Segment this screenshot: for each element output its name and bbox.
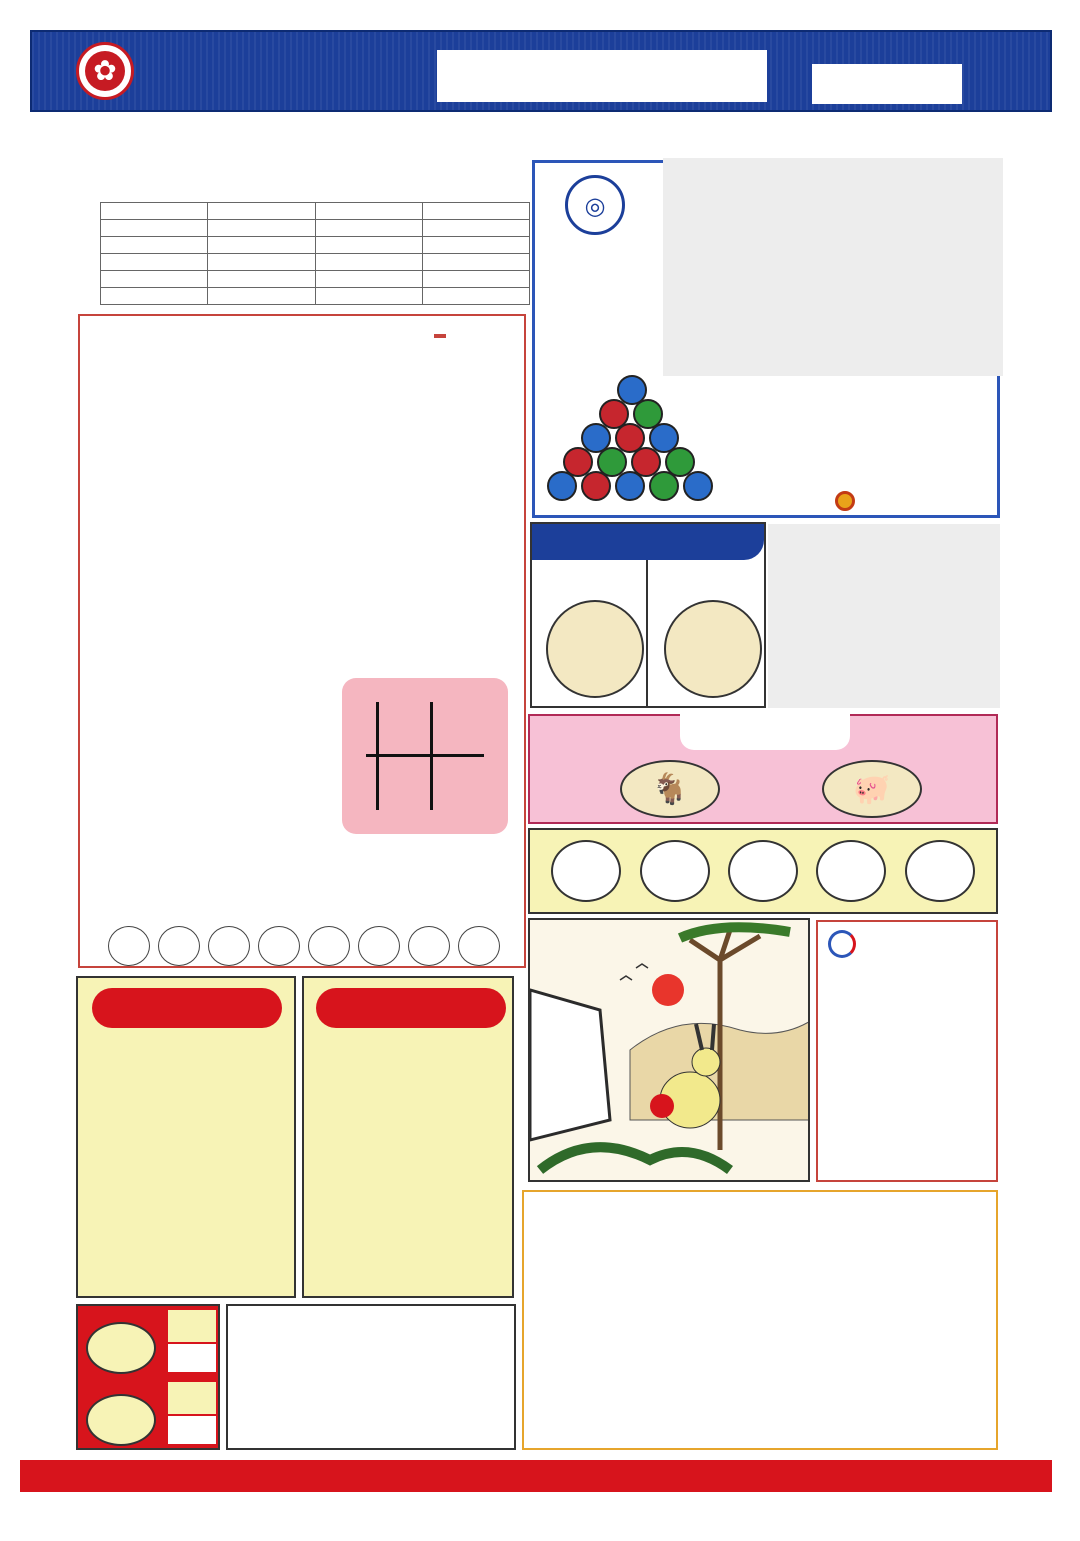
col-header: [315, 203, 422, 220]
count-number: [86, 1394, 156, 1446]
featured-numbers: [528, 828, 998, 914]
zodiac-poem-title: [316, 988, 506, 1028]
confidential-tag: [434, 334, 446, 338]
goat-icon: 🐐: [620, 760, 720, 818]
table-cell: [422, 237, 529, 254]
table-cell: [315, 288, 422, 305]
title-logo-panel: [532, 160, 1000, 518]
table-cell: [101, 220, 208, 237]
table-row: [101, 254, 530, 271]
count-label-char: [168, 1310, 192, 1326]
count-label-char: [168, 1382, 192, 1398]
zodiac-poem-grid: [334, 1058, 376, 1088]
meeting-record-panel: [78, 314, 526, 968]
lottery-ball-icon: [683, 471, 713, 501]
table-cell: [315, 237, 422, 254]
number-circle: [905, 840, 975, 902]
number-circle: [458, 926, 500, 966]
left-border-strip: [32, 155, 62, 1450]
col-header: [208, 203, 315, 220]
number-circle: [158, 926, 200, 966]
special-predict-panel: [76, 976, 296, 1298]
lucky-zodiac-panel: [528, 714, 998, 824]
golden-rhyme-panel: [226, 1304, 516, 1450]
table-cell: [315, 271, 422, 288]
special-predict-title: [92, 988, 282, 1028]
marksix-brand: [835, 491, 867, 511]
number-circle: [816, 840, 886, 902]
number-circle: [258, 926, 300, 966]
divider: [646, 560, 648, 706]
count-number: [86, 1322, 156, 1374]
table-cell: [422, 254, 529, 271]
table-cell: [422, 271, 529, 288]
table-cell: [208, 220, 315, 237]
treasure-map-illustration: [530, 920, 810, 1182]
blurred-area: [663, 158, 1003, 376]
lottery-ball-icon: [615, 471, 645, 501]
lottery-ball-icon: [649, 471, 679, 501]
table-cell: [101, 254, 208, 271]
number-circle: [640, 840, 710, 902]
top-border-strip: [30, 122, 1052, 152]
hk-emblem-icon: ✿: [76, 42, 134, 100]
number-circle: [208, 926, 250, 966]
count-label: [168, 1310, 216, 1342]
table-cell: [315, 254, 422, 271]
number-circle: [408, 926, 450, 966]
table-cell: [101, 271, 208, 288]
strength-table: [100, 202, 530, 305]
marksix-flower-icon: [835, 491, 855, 511]
special-code-panel: [530, 522, 766, 708]
table-cell: [208, 271, 315, 288]
table-row: [101, 237, 530, 254]
lottery-balls-image: [547, 375, 717, 505]
count-label-char: [168, 1326, 192, 1342]
draw-counts-panel: [76, 1304, 220, 1450]
table-cell: [315, 220, 422, 237]
lottery-ball-icon: [547, 471, 577, 501]
blurred-area: [768, 524, 1000, 708]
lucky-zodiac-title: [680, 714, 850, 750]
footer-disclaimer: [20, 1460, 1052, 1492]
number-circle: [728, 840, 798, 902]
table-cell: [208, 237, 315, 254]
selected-numbers: [108, 926, 500, 966]
publication-title: [437, 50, 767, 102]
special-code-size: [546, 600, 644, 698]
zodiac-poem-panel: [302, 976, 514, 1298]
almanac-decode-panel: [522, 1190, 998, 1450]
secret-map-drawing: [366, 696, 484, 816]
count-value: [168, 1344, 216, 1372]
table-header-row: [101, 203, 530, 220]
table-row: [101, 288, 530, 305]
kowloon-logo-icon: ◎: [565, 175, 625, 235]
special-predict-text: [84, 1036, 296, 1040]
table-cell: [422, 220, 529, 237]
number-circle: [308, 926, 350, 966]
number-circle: [108, 926, 150, 966]
special-code-parity: [664, 600, 762, 698]
count-label-char: [192, 1310, 216, 1326]
masthead: [30, 30, 1052, 112]
secret-map-box: [342, 678, 508, 834]
treasure-map-panel: [528, 918, 810, 1182]
pig-icon: 🐖: [822, 760, 922, 818]
count-label-char: [168, 1398, 192, 1414]
table-row: [101, 220, 530, 237]
count-label: [168, 1382, 216, 1414]
col-header: [101, 203, 208, 220]
one-character-panel: [816, 920, 998, 1182]
table-cell: [101, 237, 208, 254]
number-circle: [358, 926, 400, 966]
table-cell: [101, 288, 208, 305]
count-label-char: [192, 1326, 216, 1342]
number-circle: [551, 840, 621, 902]
table-cell: [208, 288, 315, 305]
issue-number: [812, 64, 962, 104]
strength-table-panel: [100, 168, 530, 310]
special-code-title: [532, 524, 764, 560]
count-value: [168, 1416, 216, 1444]
col-header: [422, 203, 529, 220]
table-cell: [208, 254, 315, 271]
lottery-ball-icon: [581, 471, 611, 501]
strength-table-title: [100, 168, 530, 202]
map-line: [366, 754, 484, 757]
right-border-strip: [1014, 155, 1044, 1450]
swirl-icon: [828, 930, 856, 958]
table-row: [101, 271, 530, 288]
count-label-char: [192, 1398, 216, 1414]
table-cell: [422, 288, 529, 305]
count-label-char: [192, 1382, 216, 1398]
